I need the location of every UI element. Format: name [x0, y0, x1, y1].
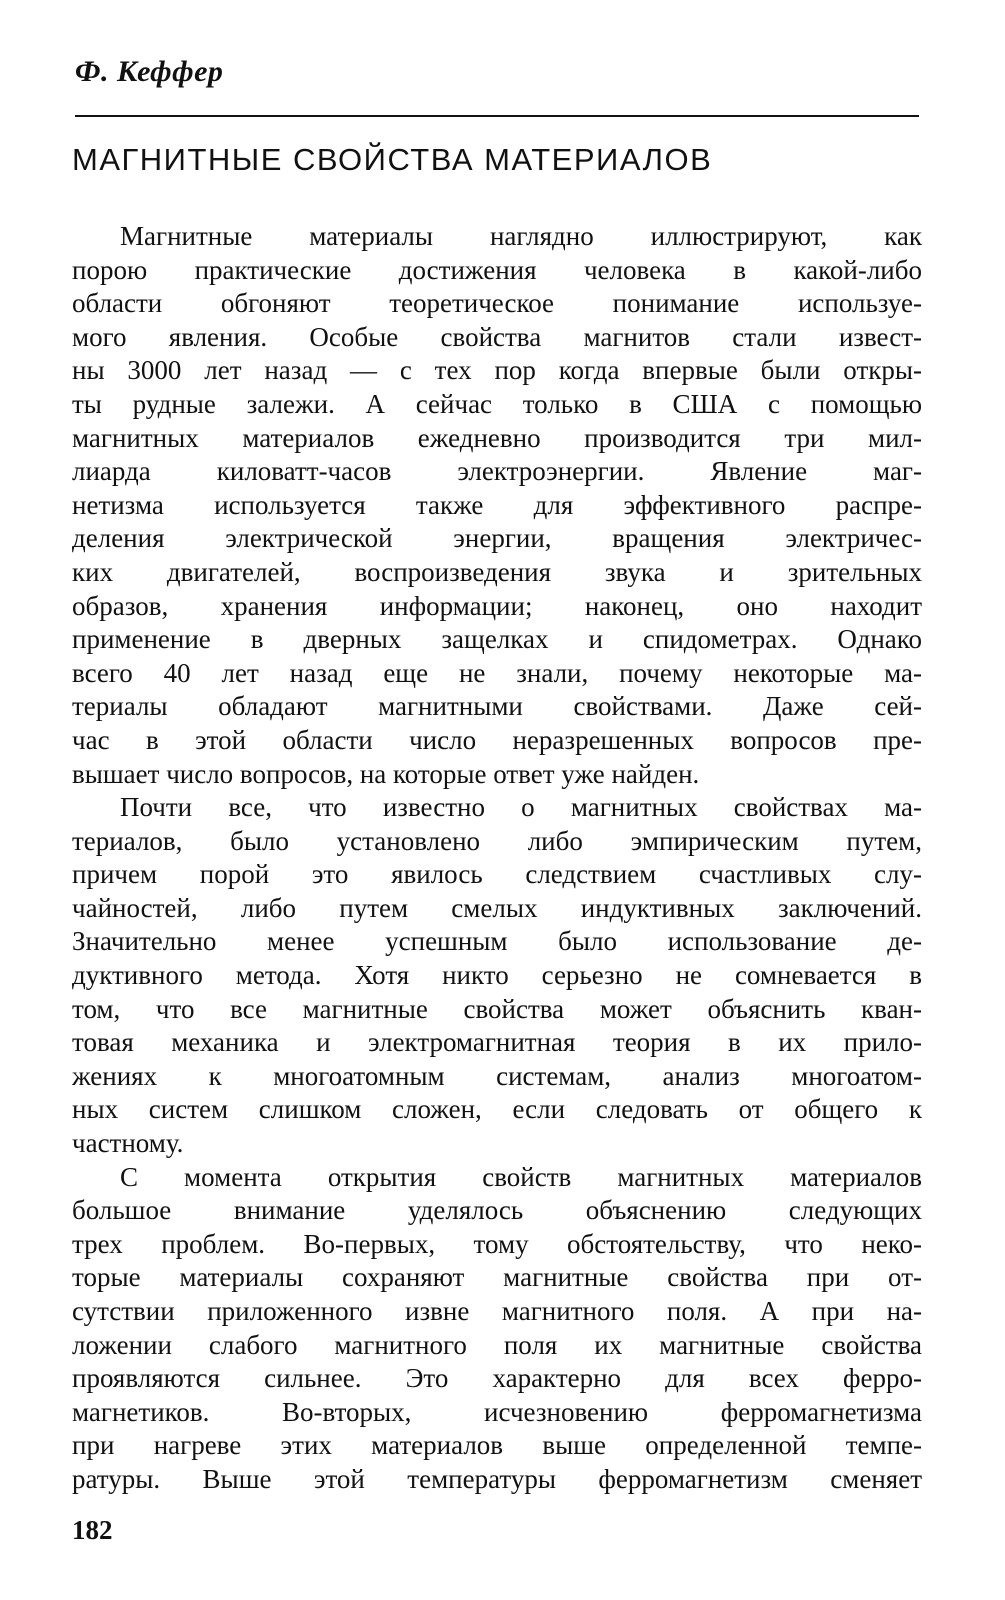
author-name: Ф. Кеффер	[75, 55, 224, 88]
text-line: дуктивного метода. Хотя никто серьезно не сомневается в	[72, 960, 922, 991]
text-line: проявляются сильнее. Это характерно для всех ферро-	[72, 1363, 922, 1394]
text-line: ных систем слишком сложен, если следовать от общего к	[72, 1094, 922, 1125]
text-line: ны 3000 лет назад — с тех пор когда впервые были откры-	[72, 355, 922, 386]
text-line: териалов, было установлено либо эмпирическим путем,	[72, 825, 922, 856]
text-line: образов, хранения информации; наконец, оно находит	[72, 590, 922, 621]
text-line: большое внимание уделялось объяснению следующих	[72, 1195, 922, 1226]
text-line: том, что все магнитные свойства может объяснить кван-	[72, 993, 922, 1024]
text-line: частному.	[72, 1128, 184, 1159]
text-line: ратуры. Выше этой температуры ферромагнетизм сменяет	[72, 1463, 922, 1494]
text-line: деления электрической энергии, вращения электричес-	[72, 523, 922, 554]
text-line: магнетиков. Во-вторых, исчезновению ферромагнетизма	[72, 1396, 922, 1427]
body-text	[72, 220, 922, 1497]
text-line: лиарда киловатт-часов электроэнергии. Явление маг-	[72, 456, 922, 487]
text-line: мого явления. Особые свойства магнитов стали извест-	[72, 321, 922, 352]
text-line: сутствии приложенного извне магнитного поля. А при на-	[72, 1296, 922, 1326]
text-line: ложении слабого магнитного поля их магнитные свойства	[72, 1329, 922, 1360]
text-line: ких двигателей, воспроизведения звука и зрительных	[72, 556, 922, 587]
text-line: нетизма используется также для эффективного распре-	[72, 489, 922, 520]
text-line: области обгоняют теоретическое понимание используе-	[72, 288, 922, 319]
text-line: Магнитные материалы наглядно иллюстрируют, как	[120, 221, 922, 251]
text-line: товая механика и электромагнитная теория в их прило-	[72, 1027, 922, 1058]
text-line: магнитных материалов ежедневно производится три мил-	[72, 422, 922, 453]
text-line: применение в дверных защелках и спидометрах. Однако	[72, 624, 922, 655]
text-line: ты рудные залежи. А сейчас только в США с помощью	[72, 388, 922, 419]
page-number: 182	[72, 1515, 113, 1545]
text-line: порою практические достижения человека в какой-либо	[72, 254, 922, 285]
text-line: териалы обладают магнитными свойствами. Даже сей-	[72, 691, 922, 722]
text-line: Значительно менее успешным было использование де-	[72, 926, 922, 957]
text-line: всего 40 лет назад еще не знали, почему некоторые ма-	[72, 657, 922, 688]
text-line: причем порой это явилось следствием счастливых слу-	[72, 859, 922, 890]
text-line: Почти все, что известно о магнитных свойствах ма-	[120, 792, 922, 823]
text-line: час в этой области число неразрешенных вопросов пре-	[72, 724, 922, 755]
text-line: вышает число вопросов, на которые ответ уже найден.	[72, 758, 700, 789]
text-line: С момента открытия свойств магнитных материалов	[120, 1161, 922, 1192]
article-title: МАГНИТНЫЕ СВОЙСТВА МАТЕРИАЛОВ	[72, 142, 713, 177]
text-line: трех проблем. Во-первых, тому обстоятельству, что неко-	[72, 1228, 922, 1259]
text-line: жениях к многоатомным системам, анализ многоатом-	[72, 1060, 922, 1091]
text-line: чайностей, либо путем смелых индуктивных заключений.	[72, 892, 922, 923]
text-line: торые материалы сохраняют магнитные свойства при от-	[72, 1262, 922, 1293]
header-rule	[75, 115, 919, 117]
text-line: при нагреве этих материалов выше определенной темпе-	[72, 1430, 922, 1461]
